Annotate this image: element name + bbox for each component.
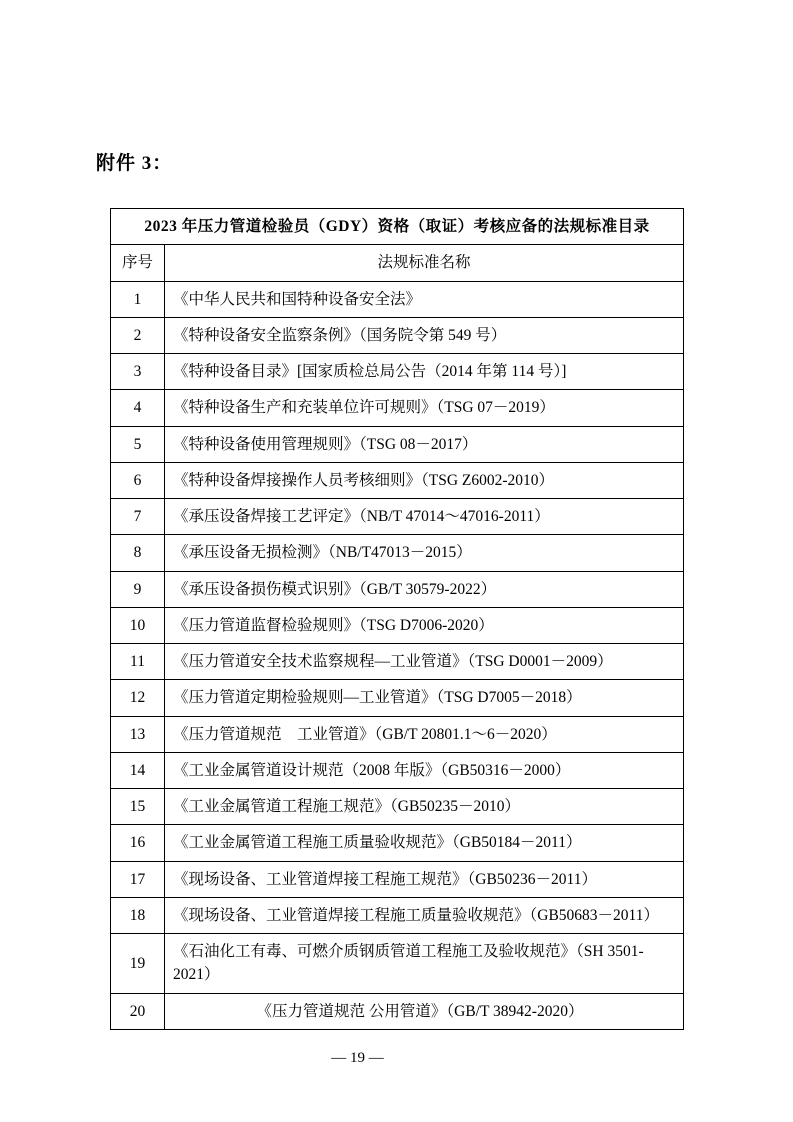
row-number: 13 (111, 716, 165, 752)
table-row (111, 680, 684, 716)
standard-name: 《压力管道规范 公用管道》（GB/T 38942-2020） (165, 993, 684, 1029)
row-number: 18 (111, 897, 165, 933)
standard-name: 《承压设备无损检测》（NB/T47013－2015） (165, 535, 684, 571)
table-row (111, 317, 684, 353)
standard-name: 《压力管道监督检验规则》（TSG D7006-2020） (165, 607, 684, 643)
table-row (111, 644, 684, 680)
standard-name: 《承压设备损伤模式识别》（GB/T 30579-2022） (165, 571, 684, 607)
table-row (111, 934, 684, 994)
table-row (111, 390, 684, 426)
standard-name: 《压力管道定期检验规则—工业管道》（TSG D7005－2018） (165, 680, 684, 716)
row-number: 20 (111, 993, 165, 1029)
standard-name: 《现场设备、工业管道焊接工程施工质量验收规范》（GB50683－2011） (165, 897, 684, 933)
table-row (111, 354, 684, 390)
table-row (111, 426, 684, 462)
standard-name: 《特种设备焊接操作人员考核细则》（TSG Z6002-2010） (165, 462, 684, 498)
standard-name: 《压力管道规范 工业管道》（GB/T 20801.1～6－2020） (165, 716, 684, 752)
table-title-row (111, 209, 684, 245)
row-number: 6 (111, 462, 165, 498)
standard-name: 《工业金属管道设计规范（2008 年版》（GB50316－2000） (165, 752, 684, 788)
table-row (111, 607, 684, 643)
table-row (111, 993, 684, 1029)
row-number: 15 (111, 789, 165, 825)
table-row (111, 825, 684, 861)
attachment-label: 附件 3： (96, 153, 173, 174)
table-row (111, 281, 684, 317)
standard-name: 《特种设备目录》[国家质检总局公告（2014 年第 114 号）] (165, 354, 684, 390)
standard-name: 《工业金属管道工程施工质量验收规范》（GB50184－2011） (165, 825, 684, 861)
row-number: 10 (111, 607, 165, 643)
column-header-name: 法规标准名称 (165, 245, 684, 281)
standard-name: 《承压设备焊接工艺评定》（NB/T 47014～47016-2011） (165, 499, 684, 535)
table-row (111, 499, 684, 535)
row-number: 12 (111, 680, 165, 716)
row-number: 3 (111, 354, 165, 390)
table-row (111, 535, 684, 571)
table-header-row (111, 245, 684, 281)
row-number: 11 (111, 644, 165, 680)
standard-name: 《工业金属管道工程施工规范》（GB50235－2010） (165, 789, 684, 825)
row-number: 17 (111, 861, 165, 897)
table-row (111, 897, 684, 933)
page-number: — 19 — (331, 1050, 384, 1066)
standard-name: 《特种设备生产和充装单位许可规则》（TSG 07－2019） (165, 390, 684, 426)
table-row (111, 789, 684, 825)
standard-name: 《现场设备、工业管道焊接工程施工规范》（GB50236－2011） (165, 861, 684, 897)
row-number: 16 (111, 825, 165, 861)
table-row (111, 462, 684, 498)
row-number: 5 (111, 426, 165, 462)
row-number: 14 (111, 752, 165, 788)
column-header-no: 序号 (111, 245, 165, 281)
row-number: 19 (111, 934, 165, 994)
standard-name: 《石油化工有毒、可燃介质钢质管道工程施工及验收规范》（SH 3501-2021） (165, 934, 684, 994)
standard-name: 《中华人民共和国特种设备安全法》 (165, 281, 684, 317)
table-row (111, 716, 684, 752)
row-number: 7 (111, 499, 165, 535)
standard-name: 《特种设备使用管理规则》（TSG 08－2017） (165, 426, 684, 462)
table-title: 2023 年压力管道检验员（GDY）资格（取证）考核应备的法规标准目录 (111, 209, 684, 245)
row-number: 8 (111, 535, 165, 571)
standard-name: 《压力管道安全技术监察规程—工业管道》（TSG D0001－2009） (165, 644, 684, 680)
row-number: 1 (111, 281, 165, 317)
table-row (111, 752, 684, 788)
table-body (111, 209, 684, 1030)
regulation-standards-table (110, 208, 684, 1030)
table-row (111, 861, 684, 897)
standard-name: 《特种设备安全监察条例》（国务院令第 549 号） (165, 317, 684, 353)
table-row (111, 571, 684, 607)
row-number: 2 (111, 317, 165, 353)
row-number: 9 (111, 571, 165, 607)
row-number: 4 (111, 390, 165, 426)
